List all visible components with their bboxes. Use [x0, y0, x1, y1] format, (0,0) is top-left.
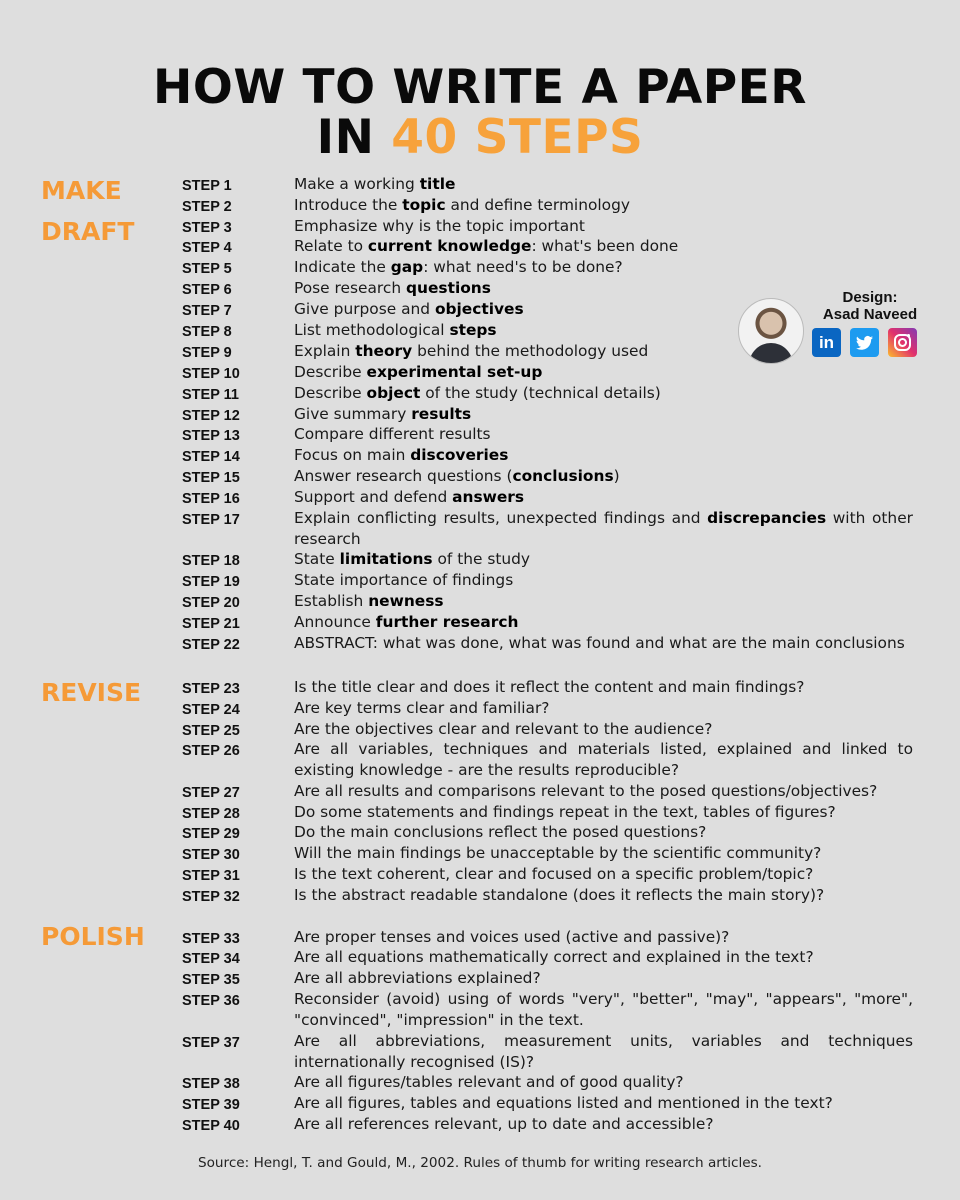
- step-text: Are proper tenses and voices used (active and passive)?: [294, 928, 730, 946]
- step-text: Indicate the gap: what need's to be done?: [294, 258, 623, 276]
- step-text: Explain conflicting results, unexpected findings and discrepancies with other research: [294, 509, 913, 548]
- step-number: STEP 20: [182, 595, 240, 611]
- step-number: STEP 12: [182, 408, 240, 424]
- step-number: STEP 9: [182, 345, 232, 361]
- step-text: Establish newness: [294, 592, 444, 610]
- page-title-line-1: HOW TO WRITE A PAPER: [153, 60, 807, 115]
- step-text: Is the title clear and does it reflect the content and main findings?: [294, 678, 805, 696]
- step-text: Is the text coherent, clear and focused on a specific problem/topic?: [294, 865, 814, 883]
- step-number: STEP 10: [182, 366, 240, 382]
- step-text: Relate to current knowledge: what's been done: [294, 237, 679, 255]
- instagram-icon[interactable]: [888, 328, 917, 357]
- source-citation: Source: Hengl, T. and Gould, M., 2002. Rules of thumb for writing research articles.: [197, 1155, 763, 1171]
- title-prefix: IN: [316, 110, 392, 165]
- step-number: STEP 32: [182, 889, 240, 905]
- step-text: Pose research questions: [294, 279, 491, 297]
- step-number: STEP 29: [182, 826, 240, 842]
- step-text: Explain theory behind the methodology used: [294, 342, 649, 360]
- step-number: STEP 4: [182, 240, 232, 256]
- design-label: Design: Asad Naveed: [822, 289, 918, 323]
- step-number: STEP 27: [182, 785, 240, 801]
- step-text: Focus on main discoveries: [294, 446, 509, 464]
- step-number: STEP 38: [182, 1076, 240, 1092]
- step-number: STEP 34: [182, 951, 240, 967]
- step-text: Are all results and comparisons relevant to the posed questions/objectives?: [294, 782, 878, 800]
- designer-credit: [738, 289, 928, 366]
- step-text: State importance of findings: [294, 571, 514, 589]
- step-text: Announce further research: [294, 613, 519, 631]
- avatar: [738, 298, 804, 364]
- step-number: STEP 24: [182, 702, 240, 718]
- step-text: Are all variables, techniques and materials listed, explained and linked to existing knowledge - are the results reproducible?: [294, 740, 913, 779]
- title-accent: 40 STEPS: [391, 110, 644, 165]
- step-number: STEP 37: [182, 1035, 240, 1051]
- step-text: Will the main findings be unacceptable by the scientific community?: [294, 844, 822, 862]
- step-number: STEP 6: [182, 282, 232, 298]
- step-number: STEP 2: [182, 199, 232, 215]
- step-number: STEP 15: [182, 470, 240, 486]
- step-text: State limitations of the study: [294, 550, 531, 568]
- step-number: STEP 28: [182, 806, 240, 822]
- step-text: Is the abstract readable standalone (does it reflects the main story)?: [294, 886, 825, 904]
- linkedin-icon[interactable]: in: [812, 328, 841, 357]
- step-text: Do the main conclusions reflect the posed questions?: [294, 823, 707, 841]
- step-number: STEP 8: [182, 324, 232, 340]
- step-number: STEP 5: [182, 261, 232, 277]
- step-number: STEP 25: [182, 723, 240, 739]
- step-number: STEP 39: [182, 1097, 240, 1113]
- step-number: STEP 7: [182, 303, 232, 319]
- section-heading-polish: POLISH: [41, 922, 145, 951]
- step-number: STEP 19: [182, 574, 240, 590]
- step-number: STEP 17: [182, 512, 240, 528]
- step-text: Are all references relevant, up to date and accessible?: [294, 1115, 714, 1133]
- step-number: STEP 1: [182, 178, 232, 194]
- step-number: STEP 23: [182, 681, 240, 697]
- step-number: STEP 22: [182, 637, 240, 653]
- step-text: List methodological steps: [294, 321, 497, 339]
- step-text: Are all abbreviations, measurement units, variables and techniques internationally recognised (IS)?: [294, 1032, 913, 1071]
- step-text: Introduce the topic and define terminology: [294, 196, 630, 214]
- step-number: STEP 18: [182, 553, 240, 569]
- step-text: Answer research questions (conclusions): [294, 467, 620, 485]
- page-title-line-2: [0, 112, 960, 164]
- step-number: STEP 14: [182, 449, 240, 465]
- step-text: Are all equations mathematically correct and explained in the text?: [294, 948, 814, 966]
- section-heading-make: MAKE: [41, 176, 122, 205]
- twitter-icon[interactable]: [850, 328, 879, 357]
- step-text: Describe object of the study (technical details): [294, 384, 661, 402]
- step-number: STEP 16: [182, 491, 240, 507]
- step-text: Support and defend answers: [294, 488, 525, 506]
- step-number: STEP 40: [182, 1118, 240, 1134]
- step-text: Are all figures/tables relevant and of good quality?: [294, 1073, 684, 1091]
- step-number: STEP 13: [182, 428, 240, 444]
- step-number: STEP 30: [182, 847, 240, 863]
- step-text: Give summary results: [294, 405, 472, 423]
- step-text: Describe experimental set-up: [294, 363, 543, 381]
- step-number: STEP 33: [182, 931, 240, 947]
- step-text: Are key terms clear and familiar?: [294, 699, 550, 717]
- step-number: STEP 31: [182, 868, 240, 884]
- step-text: Give purpose and objectives: [294, 300, 524, 318]
- step-number: STEP 3: [182, 220, 232, 236]
- step-number: STEP 35: [182, 972, 240, 988]
- step-number: STEP 26: [182, 743, 240, 759]
- step-number: STEP 21: [182, 616, 240, 632]
- step-text: Make a working title: [294, 175, 456, 193]
- step-number: STEP 11: [182, 387, 239, 403]
- step-number: STEP 36: [182, 993, 240, 1009]
- step-text: Are all figures, tables and equations listed and mentioned in the text?: [294, 1094, 833, 1112]
- step-text: Reconsider (avoid) using of words "very", "better", "may", "appears", "more", "convinced", "impression" in the text.: [294, 990, 913, 1029]
- step-text: Are the objectives clear and relevant to the audience?: [294, 720, 713, 738]
- section-heading-draft: DRAFT: [41, 217, 135, 246]
- step-text: Compare different results: [294, 425, 491, 443]
- step-text: Emphasize why is the topic important: [294, 217, 585, 235]
- section-heading-revise: REVISE: [41, 678, 142, 707]
- step-text: Do some statements and findings repeat in the text, tables of figures?: [294, 803, 836, 821]
- step-text: Are all abbreviations explained?: [294, 969, 541, 987]
- step-text: ABSTRACT: what was done, what was found and what are the main conclusions: [294, 634, 905, 652]
